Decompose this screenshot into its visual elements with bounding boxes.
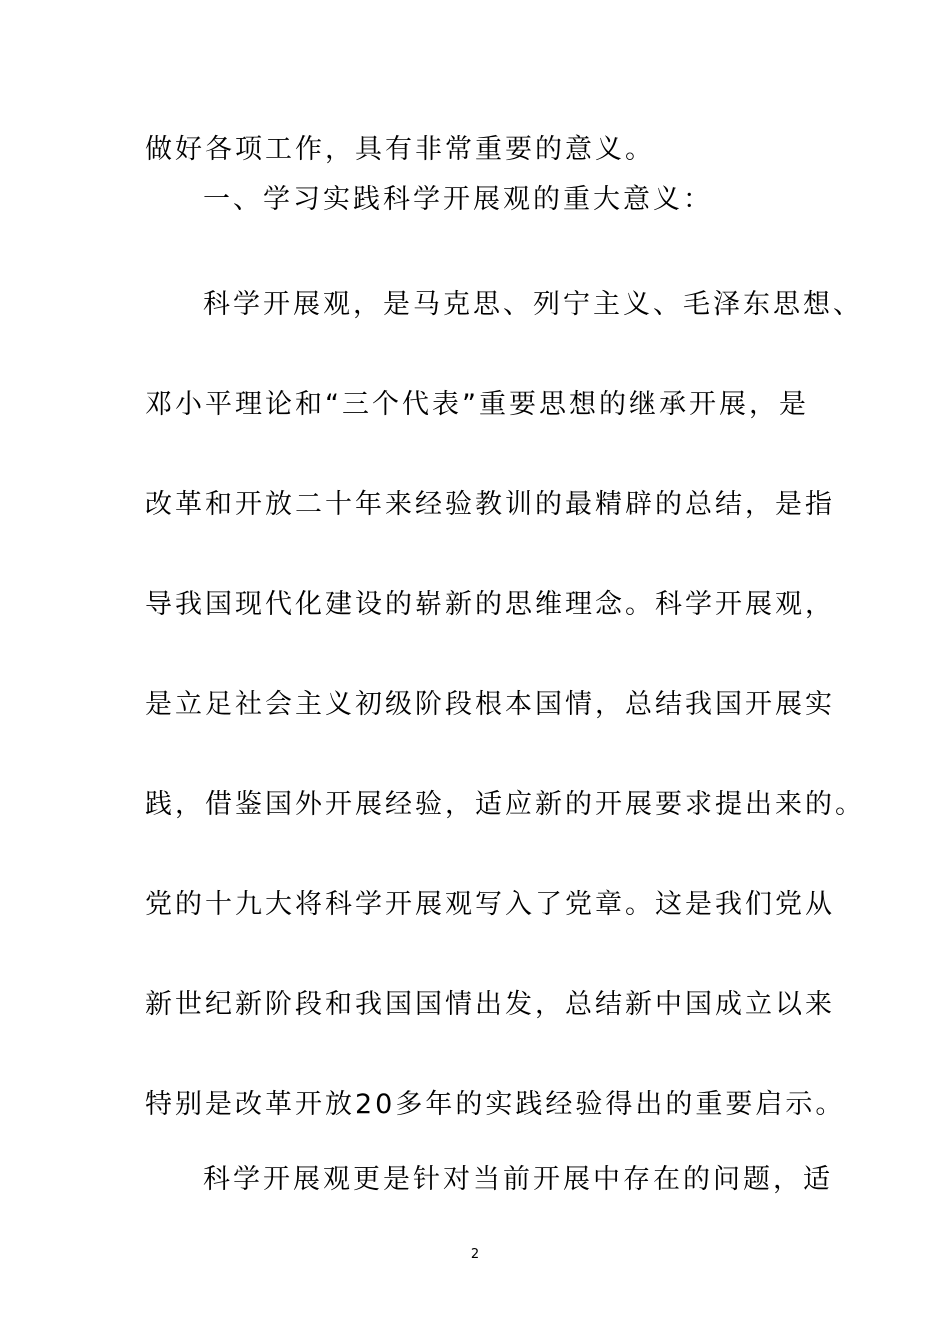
text-line: 改革和开放二十年来经验教训的最精辟的总结，是指 (145, 489, 835, 520)
text-line: 党的十九大将科学开展观写入了党章。这是我们党从 (145, 889, 835, 920)
text-line: 做好各项工作，具有非常重要的意义。 (145, 134, 655, 165)
text-line: 邓小平理论和“三个代表”重要思想的继承开展，是 (145, 389, 809, 420)
text-line: 科学开展观更是针对当前开展中存在的问题，适 (203, 1164, 833, 1195)
text-line: 是立足社会主义初级阶段根本国情，总结我国开展实 (145, 689, 835, 720)
text-line: 践，借鉴国外开展经验，适应新的开展要求提出来的。 (145, 789, 865, 820)
text-line: 新世纪新阶段和我国国情出发，总结新中国成立以来 (145, 989, 835, 1020)
text-line: 科学开展观，是马克思、列宁主义、毛泽东思想、 (203, 289, 863, 320)
section-heading: 一、学习实践科学开展观的重大意义： (203, 184, 713, 215)
text-line: 导我国现代化建设的崭新的思维理念。科学开展观， (145, 589, 835, 620)
page-number: 2 (470, 1247, 480, 1262)
text-line: 特别是改革开放20多年的实践经验得出的重要启示。 (145, 1089, 846, 1120)
